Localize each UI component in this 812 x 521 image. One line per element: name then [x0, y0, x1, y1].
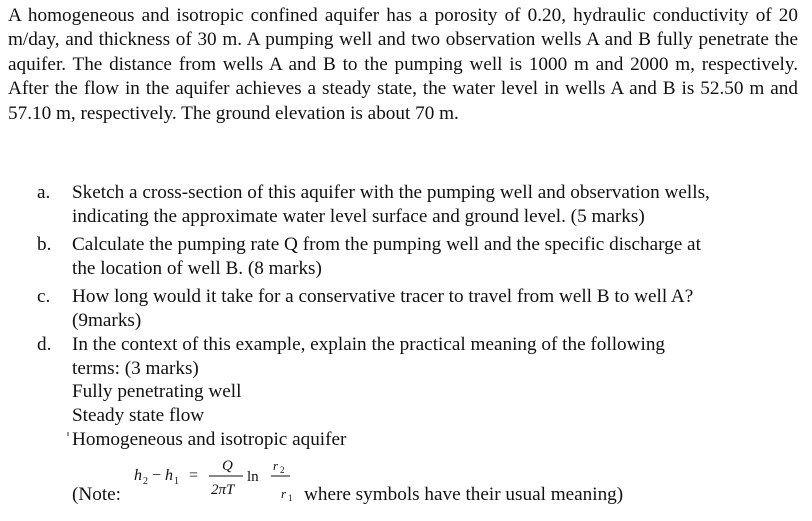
formula-r2-sub: 2 [280, 465, 285, 475]
question-text-line: How long would it take for a conservative tracer to travel from well B to well A? [72, 286, 694, 307]
formula-h2: h [134, 467, 142, 484]
question-text-line: terms: (3 marks) [72, 358, 199, 379]
question-label: c. [37, 286, 51, 307]
note-suffix: where symbols have their usual meaning) [304, 484, 624, 505]
question-label: b. [37, 234, 52, 255]
problem-statement: A homogeneous and isotropic confined aquifer has a porosity of 0.20, hydraulic conductivity of 20 m/day, and thickness of 30 m. A pumping well and two observation wells A and B fully penetrate the aquifer. The distance from wells A and B to the pumping well is 1000 m and 2000 m, respectively. After the flow in the aquifer achieves a steady state, the water level in wells A and B is 52.50 m and 57.10 m, respectively. The ground elevation is about 70 m. [8, 5, 798, 124]
formula-minus: − [152, 467, 162, 484]
formula-r2: r [273, 458, 279, 473]
formula-numerator: Q [222, 458, 233, 474]
scan-mark [67, 432, 69, 436]
formula-denominator: 2πT [211, 482, 235, 498]
formula-r1: r [281, 486, 287, 501]
note-prefix: (Note: [72, 484, 122, 505]
formula-r1-sub: 1 [288, 493, 293, 503]
term-item: Homogeneous and isotropic aquifer [72, 429, 347, 450]
term-item: Fully penetrating well [72, 381, 242, 402]
formula-equals: = [189, 467, 199, 484]
formula-h1-sub: 1 [174, 476, 179, 487]
question-text-line: Sketch a cross-section of this aquifer with the pumping well and observation wells, [72, 182, 710, 203]
question-text-line: indicating the approximate water level surface and ground level. (5 marks) [72, 206, 645, 227]
question-text-line: Calculate the pumping rate Q from the pumping well and the specific discharge at [72, 234, 701, 255]
formula-h1: h [165, 467, 173, 484]
formula-ln: ln [247, 469, 259, 485]
question-label: d. [37, 334, 52, 355]
question-text-line: the location of well B. (8 marks) [72, 258, 322, 279]
thiem-equation [132, 454, 302, 504]
question-text-line: (9marks) [72, 310, 142, 331]
question-text-line: In the context of this example, explain the practical meaning of the following [72, 334, 666, 355]
formula-h2-sub: 2 [143, 476, 148, 487]
question-label: a. [37, 182, 51, 203]
term-item: Steady state flow [72, 405, 205, 426]
